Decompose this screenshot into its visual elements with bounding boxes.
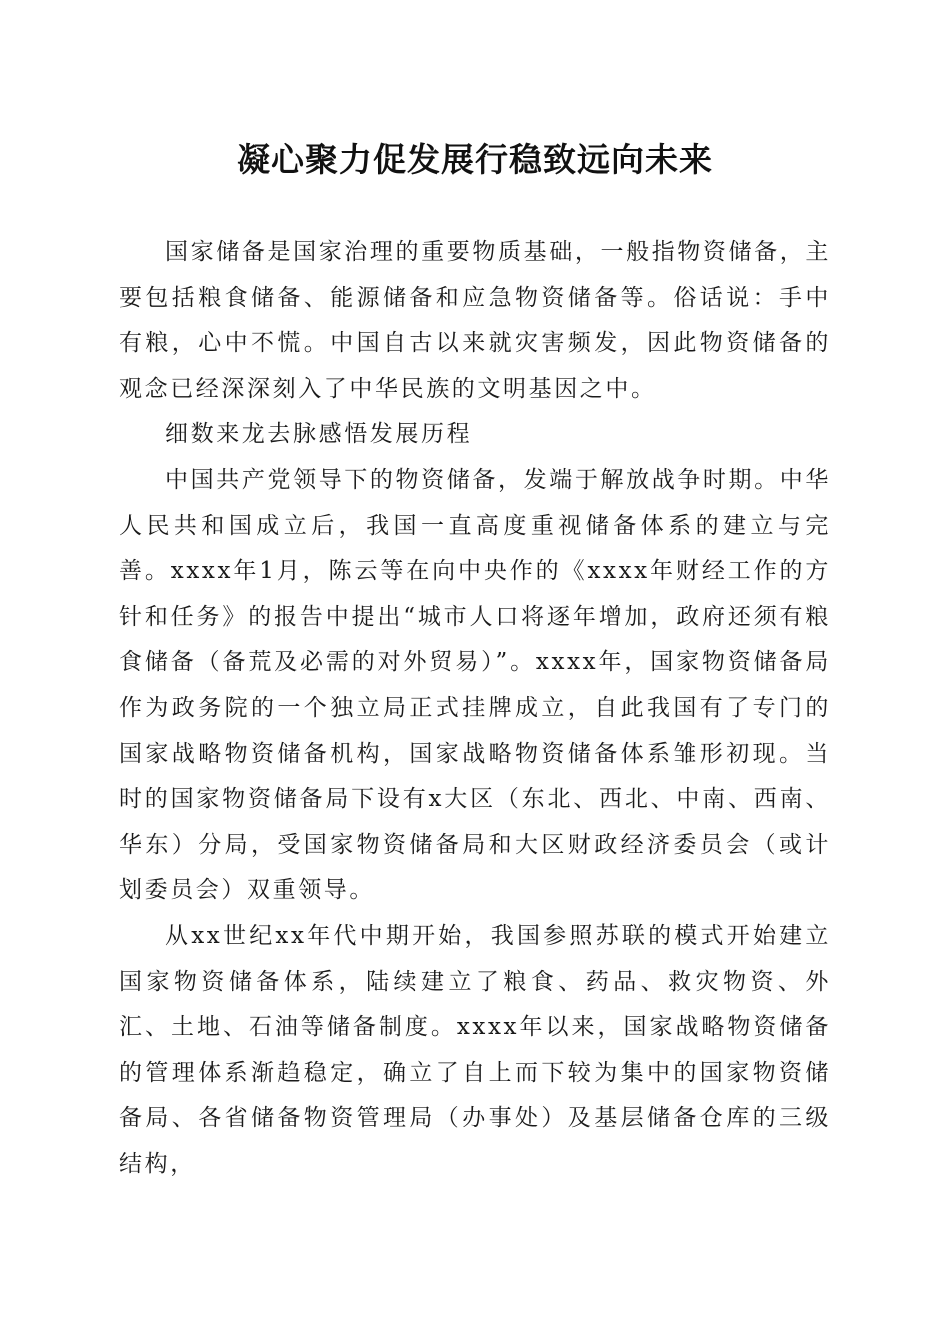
- section-heading: 细数来龙去脉感悟发展历程: [165, 421, 473, 448]
- paragraph-history: 中国共产党领导下的物资储备，发端于解放战争时期。中华人民共和国成立后，我国一直高度重视储备体系的建立与完善。xxxx年1月，陈云等在向中央作的《xxxx年财经工作的方针和任务》的报告中提出“城市人口将逐年增加，政府还须有粮食储备（备荒及必需的对外贸易）”。xxxx年，国家物资储备局作为政务院的一个独立局正式挂牌成立，自此我国有了专门的国家战略物资储备机构，国家战略物资储备体系雏形初现。当时的国家物资储备局下设有x大区（东北、西北、中南、西南、华东）分局，受国家物资储备局和大区财政经济委员会（或计划委员会）双重领导。: [119, 466, 831, 904]
- paragraph-intro: 国家储备是国家治理的重要物质基础，一般指物资储备，主要包括粮食储备、能源储备和应急物资储备等。俗话说：手中有粮，心中不慌。中国自古以来就灾害频发，因此物资储备的观念已经深深刻入了中华民族的文明基因之中。: [119, 239, 831, 402]
- paragraph-system: 从xx世纪xx年代中期开始，我国参照苏联的模式开始建立国家物资储备体系，陆续建立了粮食、药品、救灾物资、外汇、土地、石油等储备制度。xxxx年以来，国家战略物资储备的管理体系渐趋稳定，确立了自上而下较为集中的国家物资储备局、各省储备物资管理局（办事处）及基层储备仓库的三级结构，: [119, 922, 831, 1177]
- document-title: 凝心聚力促发展行稳致远向未来: [237, 140, 713, 179]
- document-body: [119, 230, 831, 1187]
